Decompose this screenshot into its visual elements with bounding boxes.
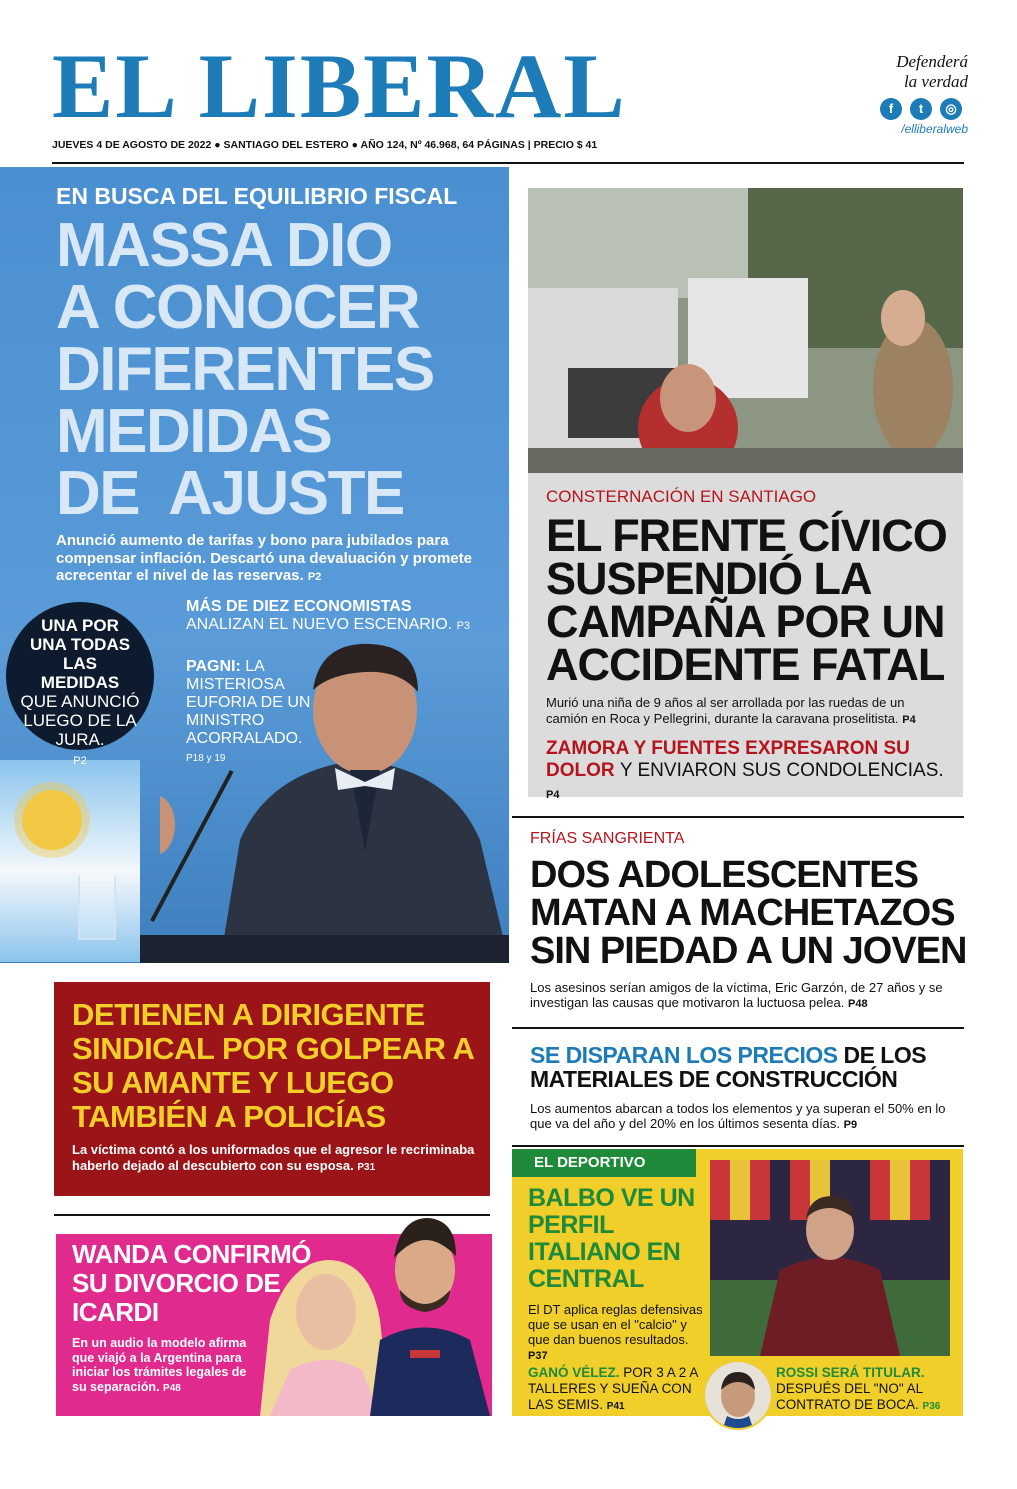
podium-image	[140, 935, 509, 963]
frias-deck	[530, 980, 960, 1012]
teaser-text: DESPUÉS DEL "NO" AL CONTRATO DE BOCA.	[776, 1381, 923, 1412]
teaser-bold: ROSSI SERÁ TITULAR.	[776, 1365, 925, 1380]
sports-section-label[interactable]: EL DEPORTIVO	[512, 1149, 696, 1177]
union-deck-text: La víctima contó a los uniformados que el agresor le recriminaba haberlo dejado al descubierto con su esposa.	[72, 1142, 475, 1173]
union-headline[interactable]: DETIENEN A DIRIGENTE SINDICAL POR GOLPEAR A SU AMANTE Y LUEGO TAMBIÉN A POLICÍAS	[72, 997, 474, 1134]
main-headline-line: MEDIDAS	[56, 397, 332, 466]
page-ref: P48	[163, 1382, 181, 1394]
condolences-teaser[interactable]	[546, 738, 956, 806]
union-deck	[72, 1142, 482, 1176]
circle-bold: UNA POR UNA TODAS LAS MEDIDAS	[29, 616, 131, 692]
velez-teaser[interactable]	[528, 1365, 703, 1415]
teaser-text: Y ENVIARON SUS CONDOLENCIAS.	[619, 760, 944, 781]
sports-headline[interactable]: BALBO VE UN PERFIL ITALIANO EN CENTRAL	[528, 1184, 695, 1293]
social-handle[interactable]: /elliberalweb	[901, 122, 968, 136]
facebook-icon[interactable]: f	[880, 98, 902, 120]
main-deck-text: Anunció aumento de tarifas y bono para jubilados para compensar inflación. Descartó una devaluación y promete acrecentar el nivel de las reservas.	[56, 532, 472, 584]
slogan-line-2: la verdad	[903, 72, 968, 91]
page-ref: P3	[456, 620, 471, 632]
dateline: JUEVES 4 DE AGOSTO DE 2022 ● SANTIAGO DEL ESTERO ● AÑO 124, Nº 46.968, 64 PÁGINAS | PRECIO $ 41	[52, 139, 598, 151]
wanda-headline[interactable]: WANDA CONFIRMÓ SU DIVORCIO DE ICARDI	[72, 1239, 312, 1327]
page-ref: P9	[843, 1119, 858, 1131]
economists-teaser[interactable]	[186, 598, 486, 635]
teaser-text: POR 3 A 2 A TALLERES Y SUEÑA CON LAS SEMIS.	[528, 1365, 698, 1412]
sports-deck-text: El DT aplica reglas defensivas que se usan en el "calcio" y que dan buenos resultados.	[528, 1302, 703, 1347]
page-ref: P2	[307, 571, 322, 583]
flag-sun-icon	[22, 790, 82, 850]
divider	[512, 816, 964, 818]
accident-headline[interactable]: EL FRENTE CÍVICO SUSPENDIÓ LA CAMPAÑA POR UN ACCIDENTE FATAL	[546, 510, 947, 690]
accident-kicker: CONSTERNACIÓN EN SANTIAGO	[546, 487, 817, 506]
page-ref: P2	[73, 755, 87, 767]
teaser-bold: PAGNI:	[186, 658, 241, 675]
page-ref: P4	[546, 789, 560, 801]
sports-deck	[528, 1302, 708, 1364]
main-headline-line: MASSA DIO	[56, 211, 392, 280]
teaser-bold: GANÓ VÉLEZ.	[528, 1365, 620, 1380]
player-avatar	[703, 1360, 773, 1430]
argentine-flag-image	[0, 760, 140, 962]
twitter-icon[interactable]: t	[910, 98, 932, 120]
accident-photo	[528, 188, 963, 473]
page-ref: P36	[922, 1401, 941, 1412]
accident-deck	[546, 695, 946, 728]
masthead-slogan	[860, 52, 968, 92]
divider	[512, 1145, 964, 1147]
prices-headline-blue: SE DISPARAN LOS PRECIOS	[530, 1042, 838, 1068]
divider	[512, 1027, 964, 1029]
teaser-bold: MÁS DE DIEZ ECONOMISTAS	[186, 598, 412, 615]
circle-text: QUE ANUNCIÓ LUEGO DE LA JURA.	[20, 692, 140, 749]
frias-headline[interactable]: DOS ADOLESCENTES MATAN A MACHETAZOS SIN PIEDAD A UN JOVEN	[530, 854, 967, 972]
frias-deck-text: Los asesinos serían amigos de la víctima, Eric Garzón, de 27 años y se investigan las causas que motivaron la luctuosa pelea.	[530, 980, 943, 1010]
prices-headline[interactable]	[530, 1043, 970, 1091]
wanda-deck	[72, 1336, 252, 1396]
main-headline-line: DIFERENTES	[56, 335, 434, 404]
main-headline[interactable]	[56, 211, 506, 528]
frias-kicker: FRÍAS SANGRIENTA	[530, 830, 685, 847]
prices-headline-rest: DE LOS MATERIALES DE CONSTRUCCIÓN	[530, 1042, 927, 1092]
main-deck	[56, 532, 501, 587]
page-ref: P37	[528, 1350, 548, 1362]
teaser-red: ZAMORA Y FUENTES EXPRESARON SU DOLOR	[546, 738, 910, 781]
page-ref: P41	[606, 1401, 625, 1412]
rossi-teaser[interactable]	[776, 1365, 956, 1415]
measures-circle-badge[interactable]	[6, 602, 154, 767]
main-headline-line: DE AJUSTE	[56, 459, 404, 528]
teaser-text: ANALIZAN EL NUEVO ESCENARIO.	[186, 616, 453, 633]
page-ref: P4	[902, 714, 916, 726]
water-glass-image	[78, 876, 116, 940]
accident-deck-text: Murió una niña de 9 años al ser arrollada por las ruedas de un camión en Roca y Pellegrini, durante la caravana proselitista.	[546, 695, 905, 726]
pagni-teaser[interactable]	[186, 658, 326, 768]
page-ref: P18 y 19	[186, 753, 226, 764]
slogan-line-1: Defenderá	[896, 52, 968, 71]
masthead-rule	[52, 162, 964, 164]
wanda-deck-text: En un audio la modelo afirma que viajó a la Argentina para iniciar los trámites legales de su separación.	[72, 1336, 247, 1394]
coach-photo	[710, 1160, 950, 1356]
main-kicker: EN BUSCA DEL EQUILIBRIO FISCAL	[56, 183, 458, 209]
prices-deck-text: Los aumentos abarcan a todos los elementos y ya superan el 50% en lo que va del año y del 20% en los últimos sesenta días.	[530, 1101, 946, 1131]
masthead-logo: EL LIBERAL	[52, 35, 627, 137]
main-headline-line: A CONOCER	[56, 273, 420, 342]
page-ref: P48	[847, 998, 868, 1010]
instagram-icon[interactable]: ◎	[940, 98, 962, 120]
page-ref: P31	[357, 1162, 376, 1173]
prices-deck	[530, 1101, 965, 1133]
teaser-text: LA MISTERIOSA EUFORIA DE UN MINISTRO ACORRALADO.	[186, 658, 311, 747]
